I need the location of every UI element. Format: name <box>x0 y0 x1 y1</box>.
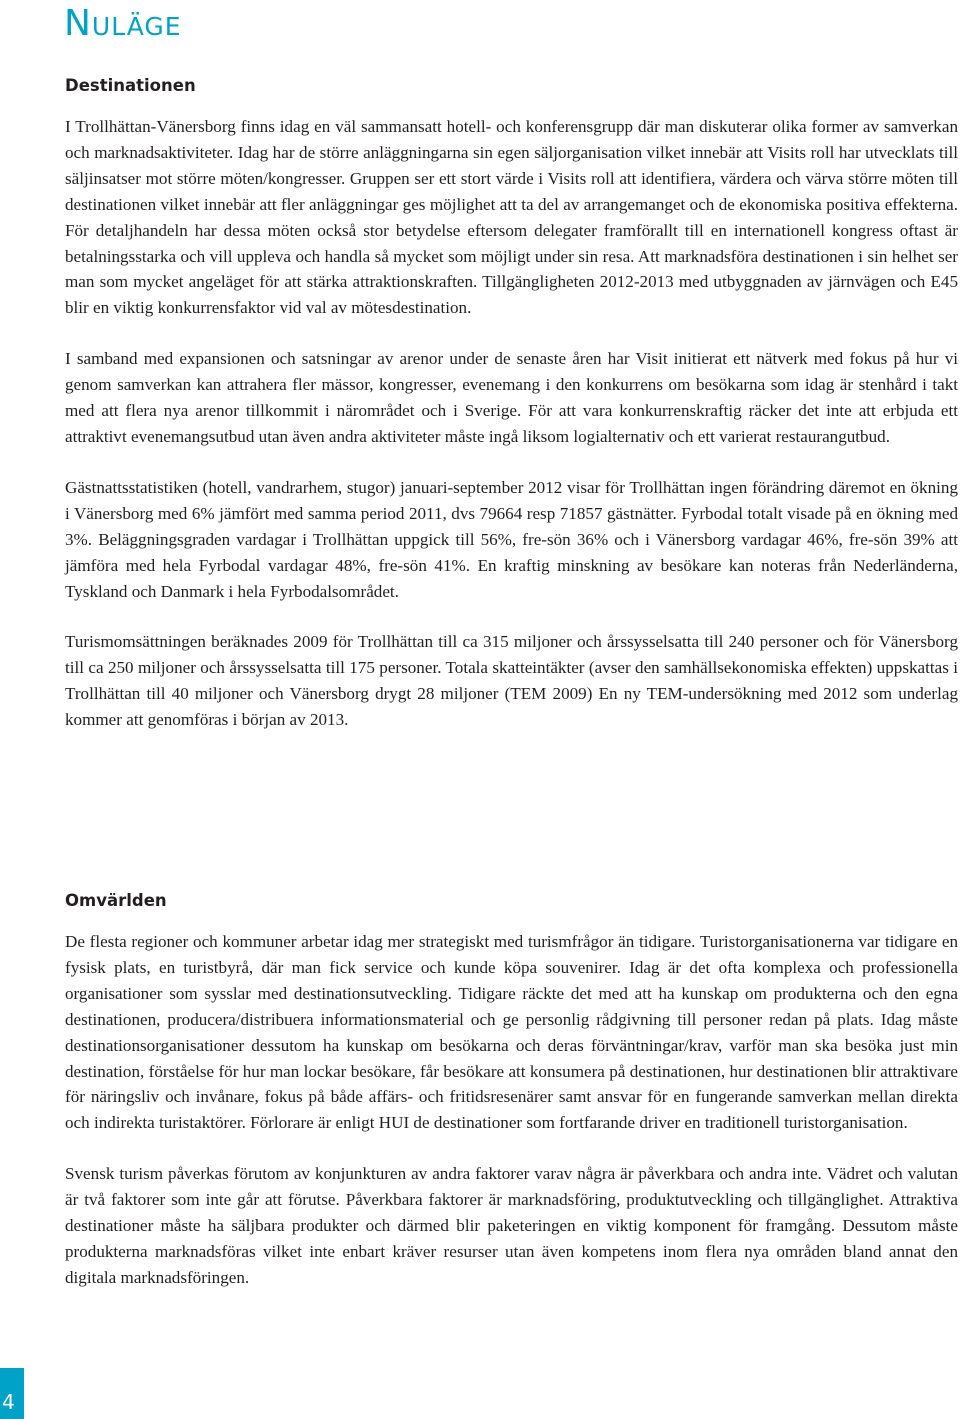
paragraph: Svensk turism påverkas förutom av konjunkturen av andra faktorer varav några är påverkbara och andra inte. Vädret och valutan är två faktorer som inte går att förutse. Påverkbara faktorer är marknadsföring, produktutveckling och tillgänglighet. Attraktiva destinationer måste ha säljbara produkter och därmed blir paketeringen en viktig komponent för framgång. Dessutom måste produkterna marknadsföras vilket inte enbart kräver resurser utan även kompetens inom flera nya områden bland annat den digitala marknadsföringen. <box>65 1164 958 1287</box>
page-title: Nuläge <box>64 3 182 44</box>
paragraph: De flesta regioner och kommuner arbetar idag mer strategiskt med turismfrågor än tidigare. Turistorganisationerna var tidigare en fysisk plats, en turistbyrå, där man fick service och kunde köpa souvenirer. Idag är det ofta komplexa och professionella organisationer som sysslar med destinationsutveckling. Tidigare räckte det med att ha kunskap om produkterna och den egna destinationen, producera/distribuera informationsmaterial och ge personlig rådgivning till personer redan på plats. Idag måste destinationsorganisationer dessutom ha kunskap om besökarna och deras förväntningar/krav, varför man ska besöka just min destination, förståelse för hur man lockar besökare, får besökare att konsumera på destinationen, hur destinationen blir attraktivare för näringsliv och invånare, fokus på både affärs- och fritidsresenärer samt ansvar för en fungerande samverkan mellan direkta och indirekta turistaktörer. Förlorare är enligt HUI de destinationer som fortfarande driver en traditionell turistorganisation. <box>65 932 958 1133</box>
section-omvarlden <box>65 890 958 1291</box>
paragraph: Gästnattsstatistiken (hotell, vandrarhem, stugor) januari-september 2012 visar för Trollhättan ingen förändring däremot en ökning i Vänersborg med 6% jämfört med samma period 2011, dvs 79664 resp 71857 gästnätter. Fyrbodal totalt visade på en ökning med 3%. Beläggningsgraden vardagar i Trollhättan uppgick till 56%, fre-sön 36% och i Vänersborg vardagar 46%, fre-sön 39% att jämföra med hela Fyrbodal vardagar 48%, fre-sön 41%. En kraftig minskning av besökare kan noteras från Nederländerna, Tyskland och Danmark i hela Fyrbodalsområdet. <box>65 477 958 601</box>
section-heading: Omvärlden <box>65 891 167 910</box>
paragraph: I Trollhättan-Vänersborg finns idag en väl sammansatt hotell- och konferensgrupp där man diskuterar olika former av samverkan och marknadsaktiviteter. Idag har de större anläggningarna sin egen säljorganisation vilket innebär att Visits roll har utvecklats till säljinsatser mot större möten/kongresser. Gruppen ser ett stort värde i Visits roll att identifiera, värdera och värva större möten till destinationen vilket innebär att fler anläggningar ges möjlighet att ta del av arrangemanget och de ekonomiska positiva effekterna. För detaljhandeln har dessa möten också stor betydelse eftersom delegater framförallt till en internationell kongress oftast är betalningsstarka och vill uppleva och handla så mycket som möjligt under sin resa. Att marknadsföra destinationen i sin helhet ser man som mycket angeläget för att stärka attraktionskraften. Tillgängligheten 2012-2013 med utbyggnaden av järnvägen och E45 blir en viktig konkurrensfaktor vid val av mötesdestination. <box>65 117 958 318</box>
section-destinationen <box>65 75 958 733</box>
page-number-tab <box>0 1368 24 1419</box>
section-heading: Destinationen <box>65 76 196 95</box>
paragraph: I samband med expansionen och satsningar av arenor under de senaste åren har Visit initierat ett nätverk med fokus på hur vi genom samverkan kan attrahera fler mässor, kongresser, evenemang i den konkurrens om besökarna som idag är stenhård i takt med att flera nya arenor tillkommit i närområdet och i Sverige. För att vara konkurrenskraftig räcker det inte att erbjuda ett attraktivt evenemangsutbud utan även andra aktiviteter måste ingå liksom logialternativ och ett varierat restaurangutbud. <box>65 349 958 446</box>
page-number: 4 <box>2 1390 15 1414</box>
paragraph: Turismomsättningen beräknades 2009 för Trollhättan till ca 315 miljoner och årssysselsatta till 240 personer och för Vänersborg till ca 250 miljoner och årssysselsatta till 175 personer. Totala skatteintäkter (avser den samhällsekonomiska effekten) uppskattas i Trollhättan till 40 miljoner och Vänersborg drygt 28 miljoner (TEM 2009) En ny TEM-undersökning med 2012 som underlag kommer att genomföras i början av 2013. <box>65 632 958 730</box>
